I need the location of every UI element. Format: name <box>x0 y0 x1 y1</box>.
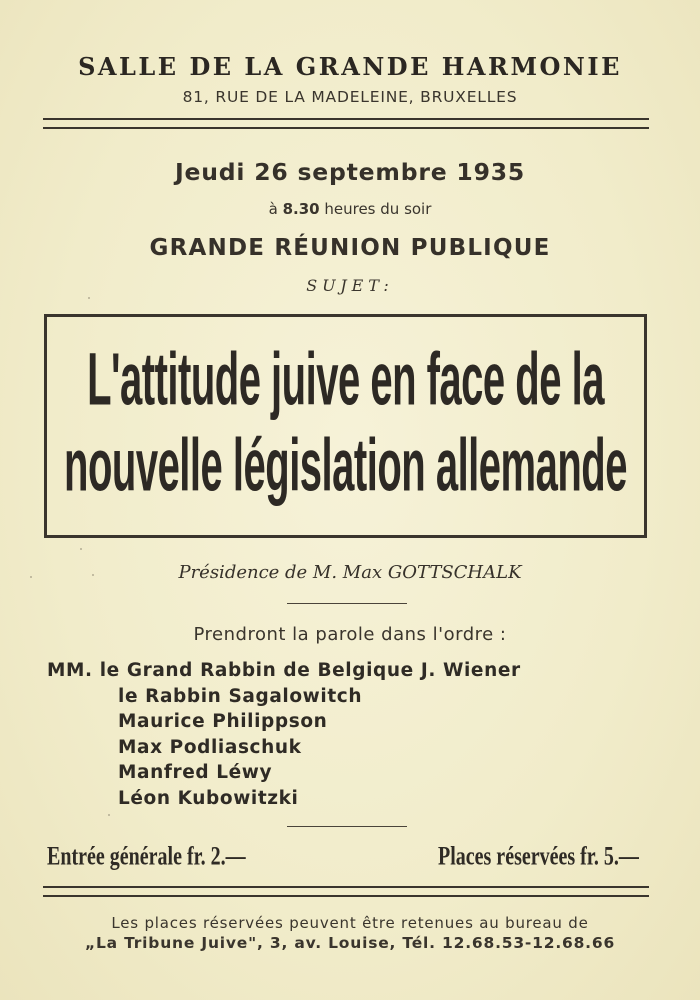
reserved-seats-price: Places réservées fr. 5.— <box>438 842 639 872</box>
presidence: Présidence de M. Max GOTTSCHALK <box>178 562 522 583</box>
bottom-double-rule <box>43 886 649 897</box>
venue-address: 81, RUE DE LA MADELEINE, BRUXELLES <box>182 88 518 106</box>
footer-line-2: „La Tribune Juive", 3, av. Louise, Tél. 12.68.53-12.68.66 <box>84 934 616 952</box>
speakers-intro: Prendront la parole dans l'ordre : <box>193 624 507 645</box>
title-line-1: L'attitude juive en face de la <box>87 339 604 422</box>
speaker-3: Maurice Philippson <box>118 711 328 732</box>
time-value: 8.30 <box>282 200 320 218</box>
speaker-4: Max Podliaschuk <box>118 737 302 758</box>
divider-upper <box>287 603 407 604</box>
top-double-rule <box>43 118 649 129</box>
speaker-1: MM. le Grand Rabbin de Belgique J. Wiener <box>47 660 521 681</box>
event-time <box>0 200 700 218</box>
subject-label: SUJET: <box>306 276 394 295</box>
event-type: GRANDE RÉUNION PUBLIQUE <box>149 235 551 261</box>
speaker-6: Léon Kubowitzki <box>118 788 299 809</box>
venue-name: SALLE DE LA GRANDE HARMONIE <box>78 52 622 81</box>
title-box <box>44 314 647 538</box>
general-admission-price: Entrée générale fr. 2.— <box>47 842 246 872</box>
paper-speck <box>80 548 82 550</box>
speaker-2: le Rabbin Sagalowitch <box>118 686 363 707</box>
paper-speck <box>88 297 90 299</box>
paper-speck <box>30 576 32 578</box>
paper-speck <box>108 814 110 816</box>
divider-lower <box>287 826 407 827</box>
footer-line-1: Les places réservées peuvent être retenues au bureau de <box>111 914 589 932</box>
paper-speck <box>92 574 94 576</box>
event-date: Jeudi 26 septembre 1935 <box>174 158 526 186</box>
title-line-2: nouvelle législation allemande <box>64 425 627 508</box>
time-suffix: heures du soir <box>324 200 432 218</box>
time-prefix: à <box>268 200 278 218</box>
speaker-5: Manfred Léwy <box>118 762 273 783</box>
